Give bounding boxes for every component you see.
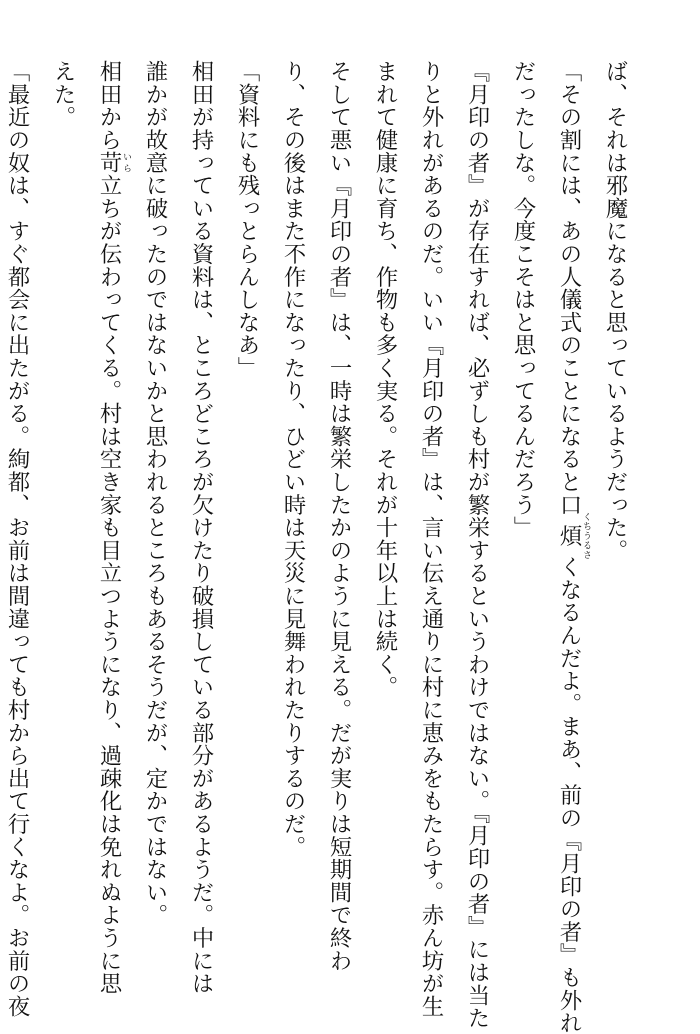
text-line: えた。 [40,60,86,960]
text-line: そして悪い『月印の者』は、一時は繁栄したかのように見える。だが実りは短期間で終わ [316,60,362,960]
ruby-base: 苛 [96,151,122,174]
text-line: まれて健康に育ち、作物も多く実る。それが十年以上は続く。 [362,60,408,960]
text-line [86,60,132,960]
text-line: ば、それは邪魔になると思っているようだった。 [592,60,638,960]
ruby-base: 煩 [556,512,582,560]
vertical-text-block [0,60,638,960]
text-line: 「資料にも残っとらんしなあ」 [224,60,270,960]
text-line: だったしな。今度こそはと思ってるんだろう」 [500,60,546,960]
text-line [546,60,592,960]
text-line: 『月印の者』が存在すれば、必ずしも村が繁栄するというわけではない。『月印の者』には当た [454,60,500,960]
text-line: 「最近の奴は、すぐ都会に出たがる。絢都、お前は間違っても村から出て行くなよ。お前の夜 [0,60,40,960]
text-line: 誰かが故意に破ったのではないかと思われるところもあるそうだが、定かではない。 [132,60,178,960]
ruby-reading: いら [121,151,131,174]
text-line: りと外れがあるのだ。いい『月印の者』は、言い伝え通りに村に恵みをもたらす。赤ん坊が生 [408,60,454,960]
text-line: 相田が持っている資料は、ところどころが欠けたり破損している部分があるようだ。中には [178,60,224,960]
text-segment: くなるんだよ。まあ、前の『月印の者』も外れ [556,556,582,1034]
ruby-annotation [96,151,122,174]
text-segment: 相田から [96,60,122,151]
text-line: り、その後はまた不作になったり、ひどい時は天災に見舞われたりするのだ。 [270,60,316,960]
ruby-annotation [556,516,582,556]
text-segment: 立ちが伝わってくる。村は空き家も目立つようになり、過疎化は免れぬように思 [96,174,122,995]
ruby-reading: くちうるさ [581,512,591,560]
text-segment: 「その割には、あの人儀式のことになると口 [556,60,582,516]
